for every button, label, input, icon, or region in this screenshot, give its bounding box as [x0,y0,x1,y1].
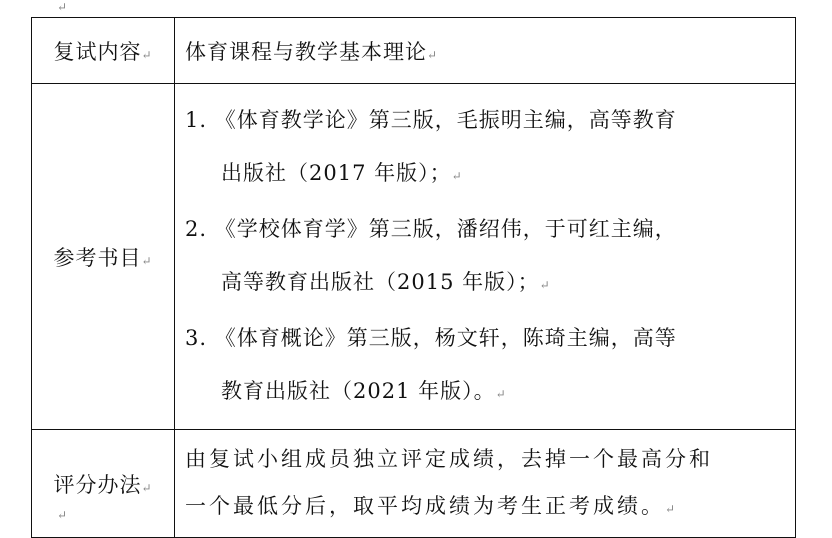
scoring-line: 由复试小组成员独立评定成绩，去掉一个最高分和 [185,447,713,471]
reference-list [175,84,796,430]
reference-line: 1. 《体育教学论》第三版，毛振明主编，高等教育 [185,108,677,132]
row-label: 复试内容 [53,39,142,64]
reference-item [185,94,795,203]
exam-info-table [31,17,796,538]
paragraph-mark: ↵ [141,47,153,62]
table-row-references [32,84,796,430]
paragraph-mark: ↵ [427,47,439,62]
content-cell [175,18,796,84]
reference-item [185,312,795,421]
reference-line-cont: 高等教育出版社（2015 年版）；↵ [221,270,551,294]
reference-item [185,203,795,312]
reference-line-cont: 出版社（2017 年版）；↵ [221,161,463,185]
reference-line: 2. 《学校体育学》第三版，潘绍伟，于可红主编， [185,217,677,241]
paragraph-mark: ↵ [57,0,68,14]
label-cell [32,84,175,430]
table-row-scoring [32,430,796,538]
reference-line: 3. 《体育概论》第三版，杨文轩，陈琦主编，高等 [185,326,677,350]
reference-line-cont: 教育出版社（2021 年版）。↵ [221,379,507,403]
label-cell [32,18,175,84]
row-label: 参考书目 [53,245,142,270]
scoring-line: 一个最低分后，取平均成绩为考生正考成绩。↵ [185,494,679,518]
content-text: 体育课程与教学基本理论 [185,39,427,64]
label-cell [32,430,175,538]
table-row-content [32,18,796,84]
scoring-text [175,430,796,538]
paragraph-mark: ↵ [141,480,153,495]
row-label: 评分办法 [53,472,142,497]
paragraph-mark: ↵ [141,253,153,268]
paragraph-mark: ↵ [57,508,68,522]
